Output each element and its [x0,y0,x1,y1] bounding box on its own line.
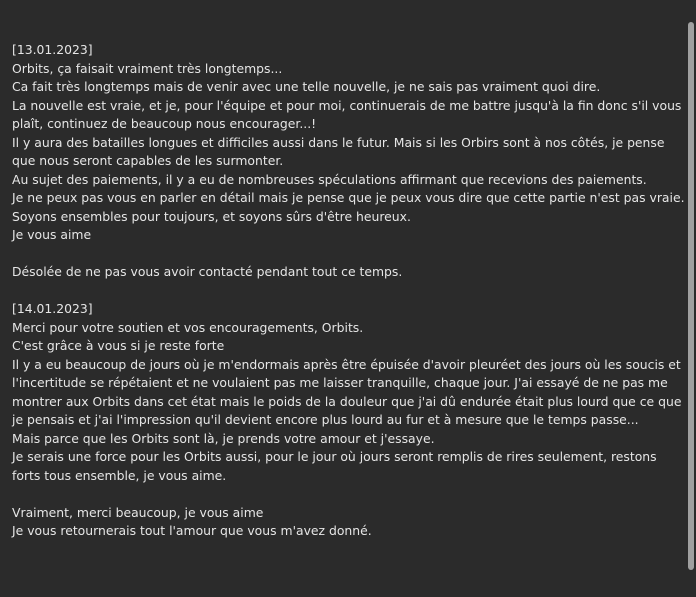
text-line: Il y aura des batailles longues et difficiles aussi dans le futur. Mais si les Orbirs sont à nos côtés, je pense que nous seront capables de les surmonter. [12,134,669,168]
text-line: Ca fait très longtemps mais de venir avec une telle nouvelle, je ne sais pas vraiment quoi dire. [12,79,601,94]
text-line: Au sujet des paiements, il y a eu de nombreuses spéculations affirmant que recevions des paiements. [12,171,647,187]
text-line: Orbits, ça faisait vraiment très longtemps... [12,60,283,76]
text-line: Merci pour votre soutien et vos encouragements, Orbits. [12,319,364,335]
vertical-scrollbar[interactable] [686,0,696,597]
text-line: Je vous aime [12,227,92,242]
text-line-date-1: [13.01.2023] [12,42,93,57]
blank-line [12,485,686,504]
blank-line [12,245,686,264]
text-line: Vraiment, merci beaucoup, je vous aime [12,504,264,520]
blank-line [12,282,686,301]
text-line: Je vous retournerais tout l'amour que vous m'avez donné. [12,523,372,538]
text-line: Il y a eu beaucoup de jours où je m'endormais après être épuisée d'avoir pleuréet des jours où les soucis et l'incertitude se répétaient et ne voulaient pas me laisser tranquille, chaque jour. J'ai essayé de ne pas me montrer aux Orbits dans cet état mais le poids de la douleur que j'ai dû endurée était plus lourd que ce que je pensais et j'ai l'impression qu'il devient encore plus lourd au fur et à mesure que le temps passe... [12,356,686,427]
text-line: La nouvelle est vraie, et je, pour l'équipe et pour moi, continuerais de me battre jusqu'à la fin donc s'il vous plaît, continuez de beaucoup nous encourager...! [12,97,686,131]
text-line-date-2: [14.01.2023] [12,301,93,316]
text-line: Désolée de ne pas vous avoir contacté pendant tout ce temps. [12,264,403,279]
text-line: Je ne peux pas vous en parler en détail mais je pense que je peux vous dire que cette partie n'est pas vraie. [12,190,685,205]
scrollbar-thumb[interactable] [688,22,694,570]
text-line: Mais parce que les Orbits sont là, je prends votre amour et j'essaye. [12,430,435,446]
text-line: C'est grâce à vous si je reste forte [12,338,225,353]
text-line: Soyons ensembles pour toujours, et soyons sûrs d'être heureux. [12,208,411,224]
text-line: Je serais une force pour les Orbits aussi, pour le jour où jours seront remplis de rires seulement, restons forts tous ensemble, je vous aime. [12,449,661,483]
